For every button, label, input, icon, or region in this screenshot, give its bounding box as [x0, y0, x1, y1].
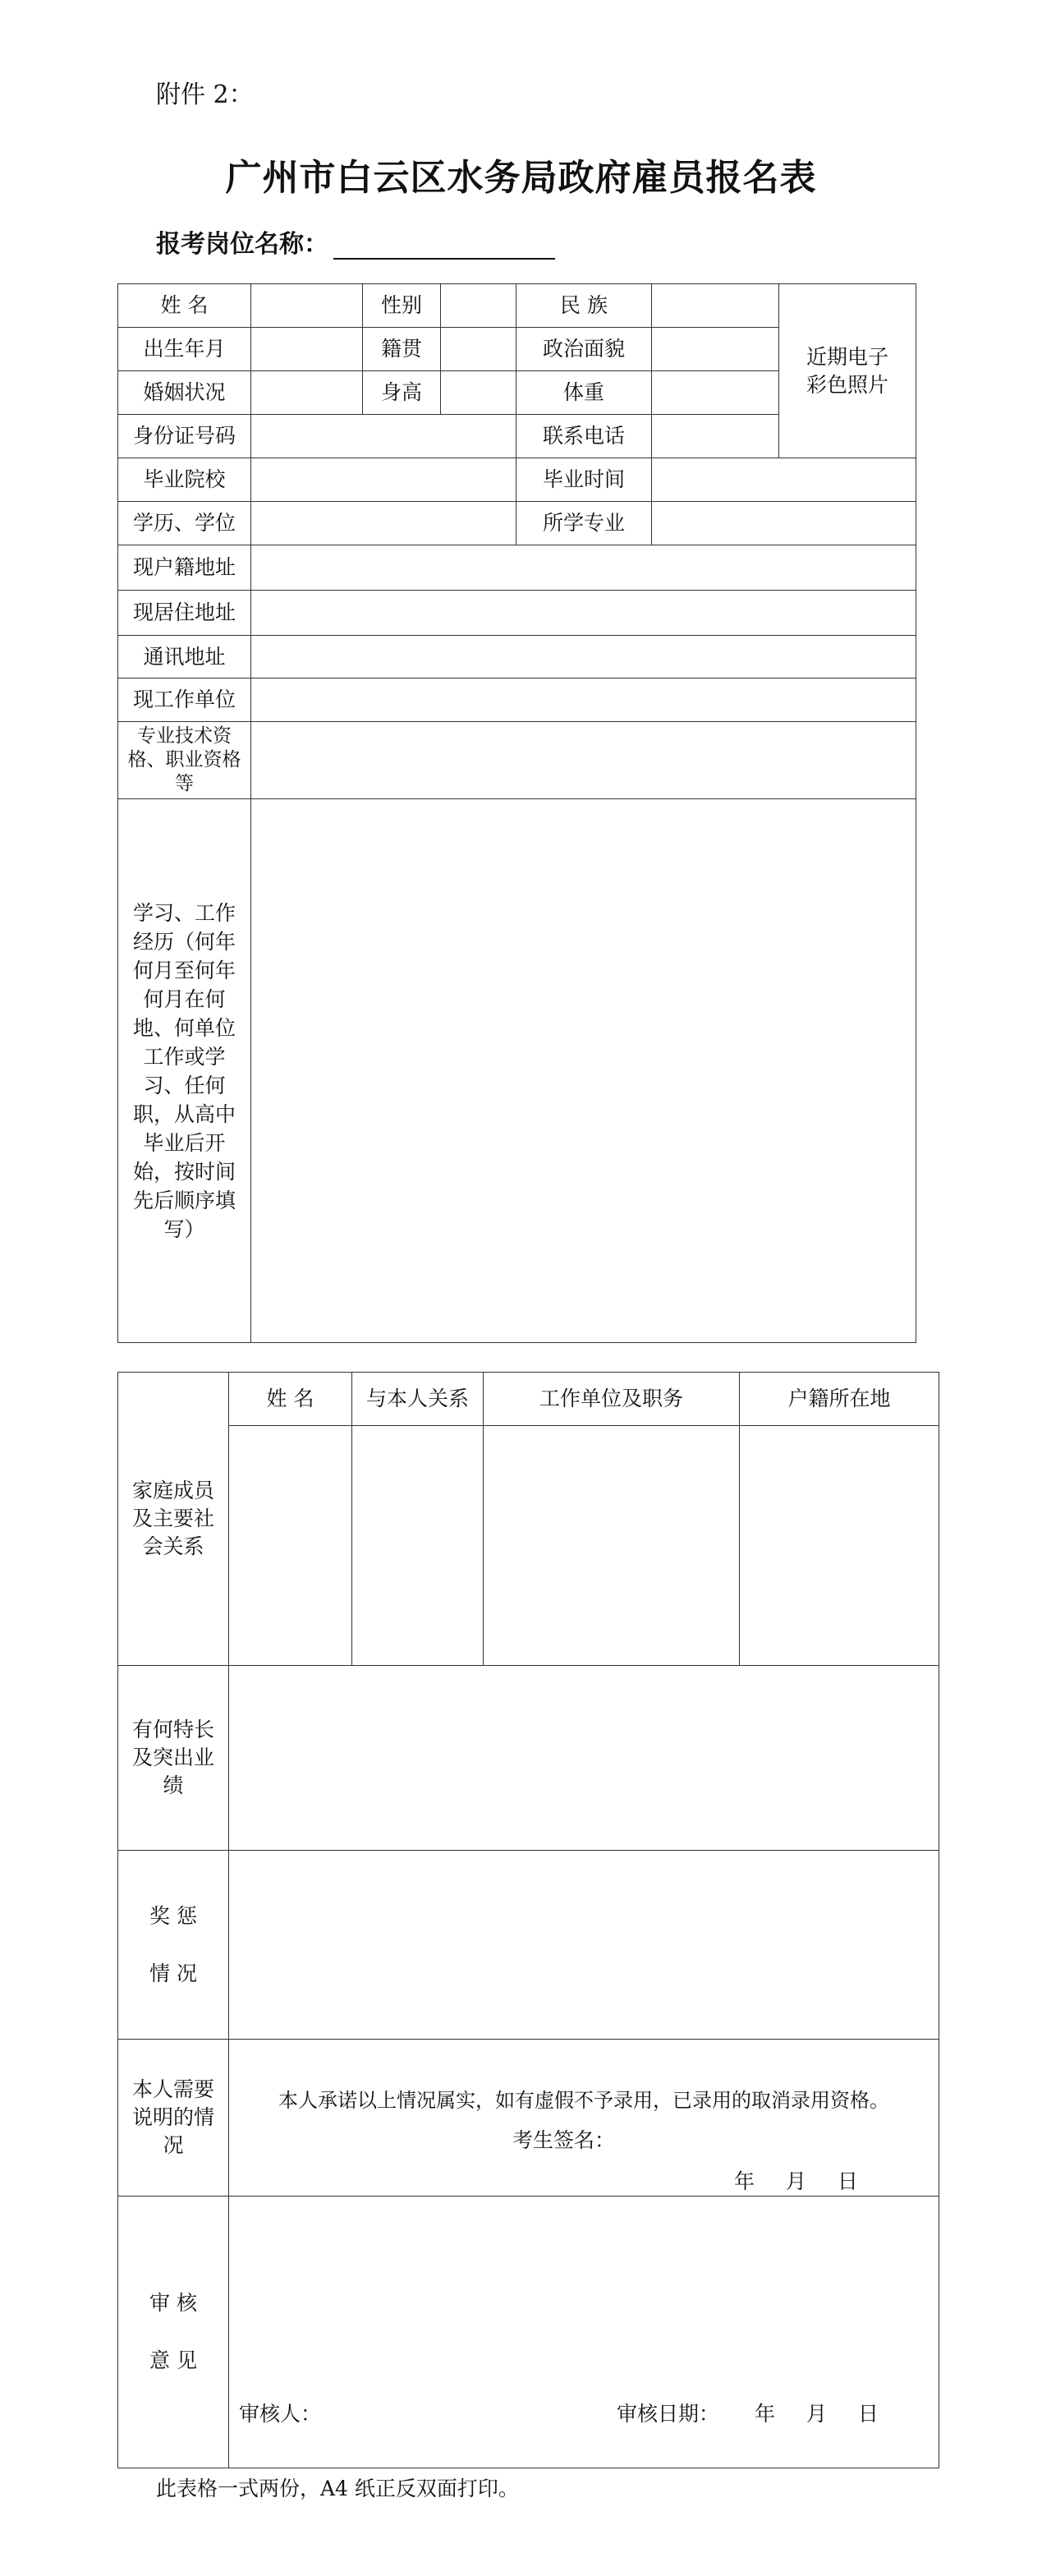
work-unit-label: 现工作单位 [118, 678, 251, 722]
marital-label: 婚姻状况 [118, 371, 251, 415]
rewards-line2: 情 况 [149, 1961, 197, 1985]
political-label: 政治面貌 [516, 328, 652, 371]
statement-field[interactable] [229, 2040, 939, 2196]
marital-field[interactable] [251, 371, 363, 415]
family-label: 家庭成员及主要社会关系 [118, 1373, 229, 1666]
specialty-field[interactable] [229, 1666, 939, 1851]
experience-label: 学习、工作经历（何年何月至何年何月在何地、何单位工作或学习、任何职，从高中毕业后开始，按时间先后顺序填写） [118, 799, 251, 1343]
weight-field[interactable] [652, 371, 779, 415]
rewards-line1: 奖 惩 [149, 1903, 197, 1928]
family-col-relation: 与本人关系 [352, 1373, 484, 1426]
birth-field[interactable] [251, 328, 363, 371]
family-col-hukou: 户籍所在地 [740, 1373, 939, 1426]
birth-label: 出生年月 [118, 328, 251, 371]
gender-label: 性别 [363, 284, 441, 328]
school-field[interactable] [251, 458, 516, 502]
review-field[interactable] [229, 2196, 939, 2468]
living-address-field[interactable] [251, 591, 916, 636]
living-address-label: 现居住地址 [118, 591, 251, 636]
family-col-name: 姓 名 [229, 1373, 352, 1426]
mail-address-label: 通讯地址 [118, 636, 251, 678]
height-label: 身高 [363, 371, 441, 415]
phone-field[interactable] [652, 415, 779, 458]
promise-text: 本人承诺以上情况属实，如有虚假不予录用，已录用的取消录用资格。 [278, 2089, 889, 2112]
gender-field[interactable] [441, 284, 516, 328]
native-place-field[interactable] [441, 328, 516, 371]
specialty-label: 有何特长及突出业绩 [118, 1666, 229, 1851]
id-number-label: 身份证号码 [118, 415, 251, 458]
photo-label: 近期电子彩色照片 [806, 344, 888, 397]
family-relation-field[interactable] [352, 1426, 484, 1666]
grad-time-label: 毕业时间 [516, 458, 652, 502]
qualification-label: 专业技术资格、职业资格等 [118, 722, 251, 799]
family-col-work: 工作单位及职务 [484, 1373, 740, 1426]
family-work-field[interactable] [484, 1426, 740, 1666]
attachment-label: 附件 2： [156, 80, 254, 109]
reviewer-label: 审核人： [239, 2402, 322, 2426]
post-name-row [156, 223, 555, 260]
signature-label: 考生签名： [512, 2128, 616, 2152]
major-label: 所学专业 [516, 502, 652, 545]
rewards-field[interactable] [229, 1851, 939, 2040]
experience-field[interactable] [251, 799, 916, 1343]
name-label: 姓 名 [118, 284, 251, 328]
ethnicity-field[interactable] [652, 284, 779, 328]
degree-field[interactable] [251, 502, 516, 545]
family-hukou-field[interactable] [740, 1426, 939, 1666]
post-name-label: 报考岗位名称： [156, 230, 328, 259]
political-field[interactable] [652, 328, 779, 371]
id-number-field[interactable] [251, 415, 516, 458]
personal-info-table [117, 283, 916, 1343]
photo-box[interactable] [779, 284, 916, 458]
statement-label: 本人需要说明的情况 [118, 2040, 229, 2196]
mail-address-field[interactable] [251, 636, 916, 678]
footnote: 此表格一式两份，A4 纸正反双面打印。 [156, 2477, 519, 2500]
degree-label: 学历、学位 [118, 502, 251, 545]
form-title: 广州市白云区水务局政府雇员报名表 [225, 157, 817, 199]
post-name-field[interactable] [333, 233, 555, 260]
review-line2: 意 见 [149, 2348, 197, 2372]
rewards-label [118, 1851, 229, 2040]
qualification-field[interactable] [251, 722, 916, 799]
review-date: 年 月 日 [755, 2402, 879, 2426]
family-review-table [117, 1372, 939, 2468]
hukou-address-label: 现户籍地址 [118, 545, 251, 591]
statement-date: 年 月 日 [734, 2169, 858, 2193]
weight-label: 体重 [516, 371, 652, 415]
hukou-address-field[interactable] [251, 545, 916, 591]
name-field[interactable] [251, 284, 363, 328]
major-field[interactable] [652, 502, 916, 545]
review-date-label: 审核日期： [617, 2402, 720, 2426]
work-unit-field[interactable] [251, 678, 916, 722]
native-place-label: 籍贯 [363, 328, 441, 371]
phone-label: 联系电话 [516, 415, 652, 458]
height-field[interactable] [441, 371, 516, 415]
school-label: 毕业院校 [118, 458, 251, 502]
grad-time-field[interactable] [652, 458, 916, 502]
review-label [118, 2196, 229, 2468]
family-name-field[interactable] [229, 1426, 352, 1666]
review-line1: 审 核 [149, 2291, 197, 2316]
ethnicity-label: 民 族 [516, 284, 652, 328]
